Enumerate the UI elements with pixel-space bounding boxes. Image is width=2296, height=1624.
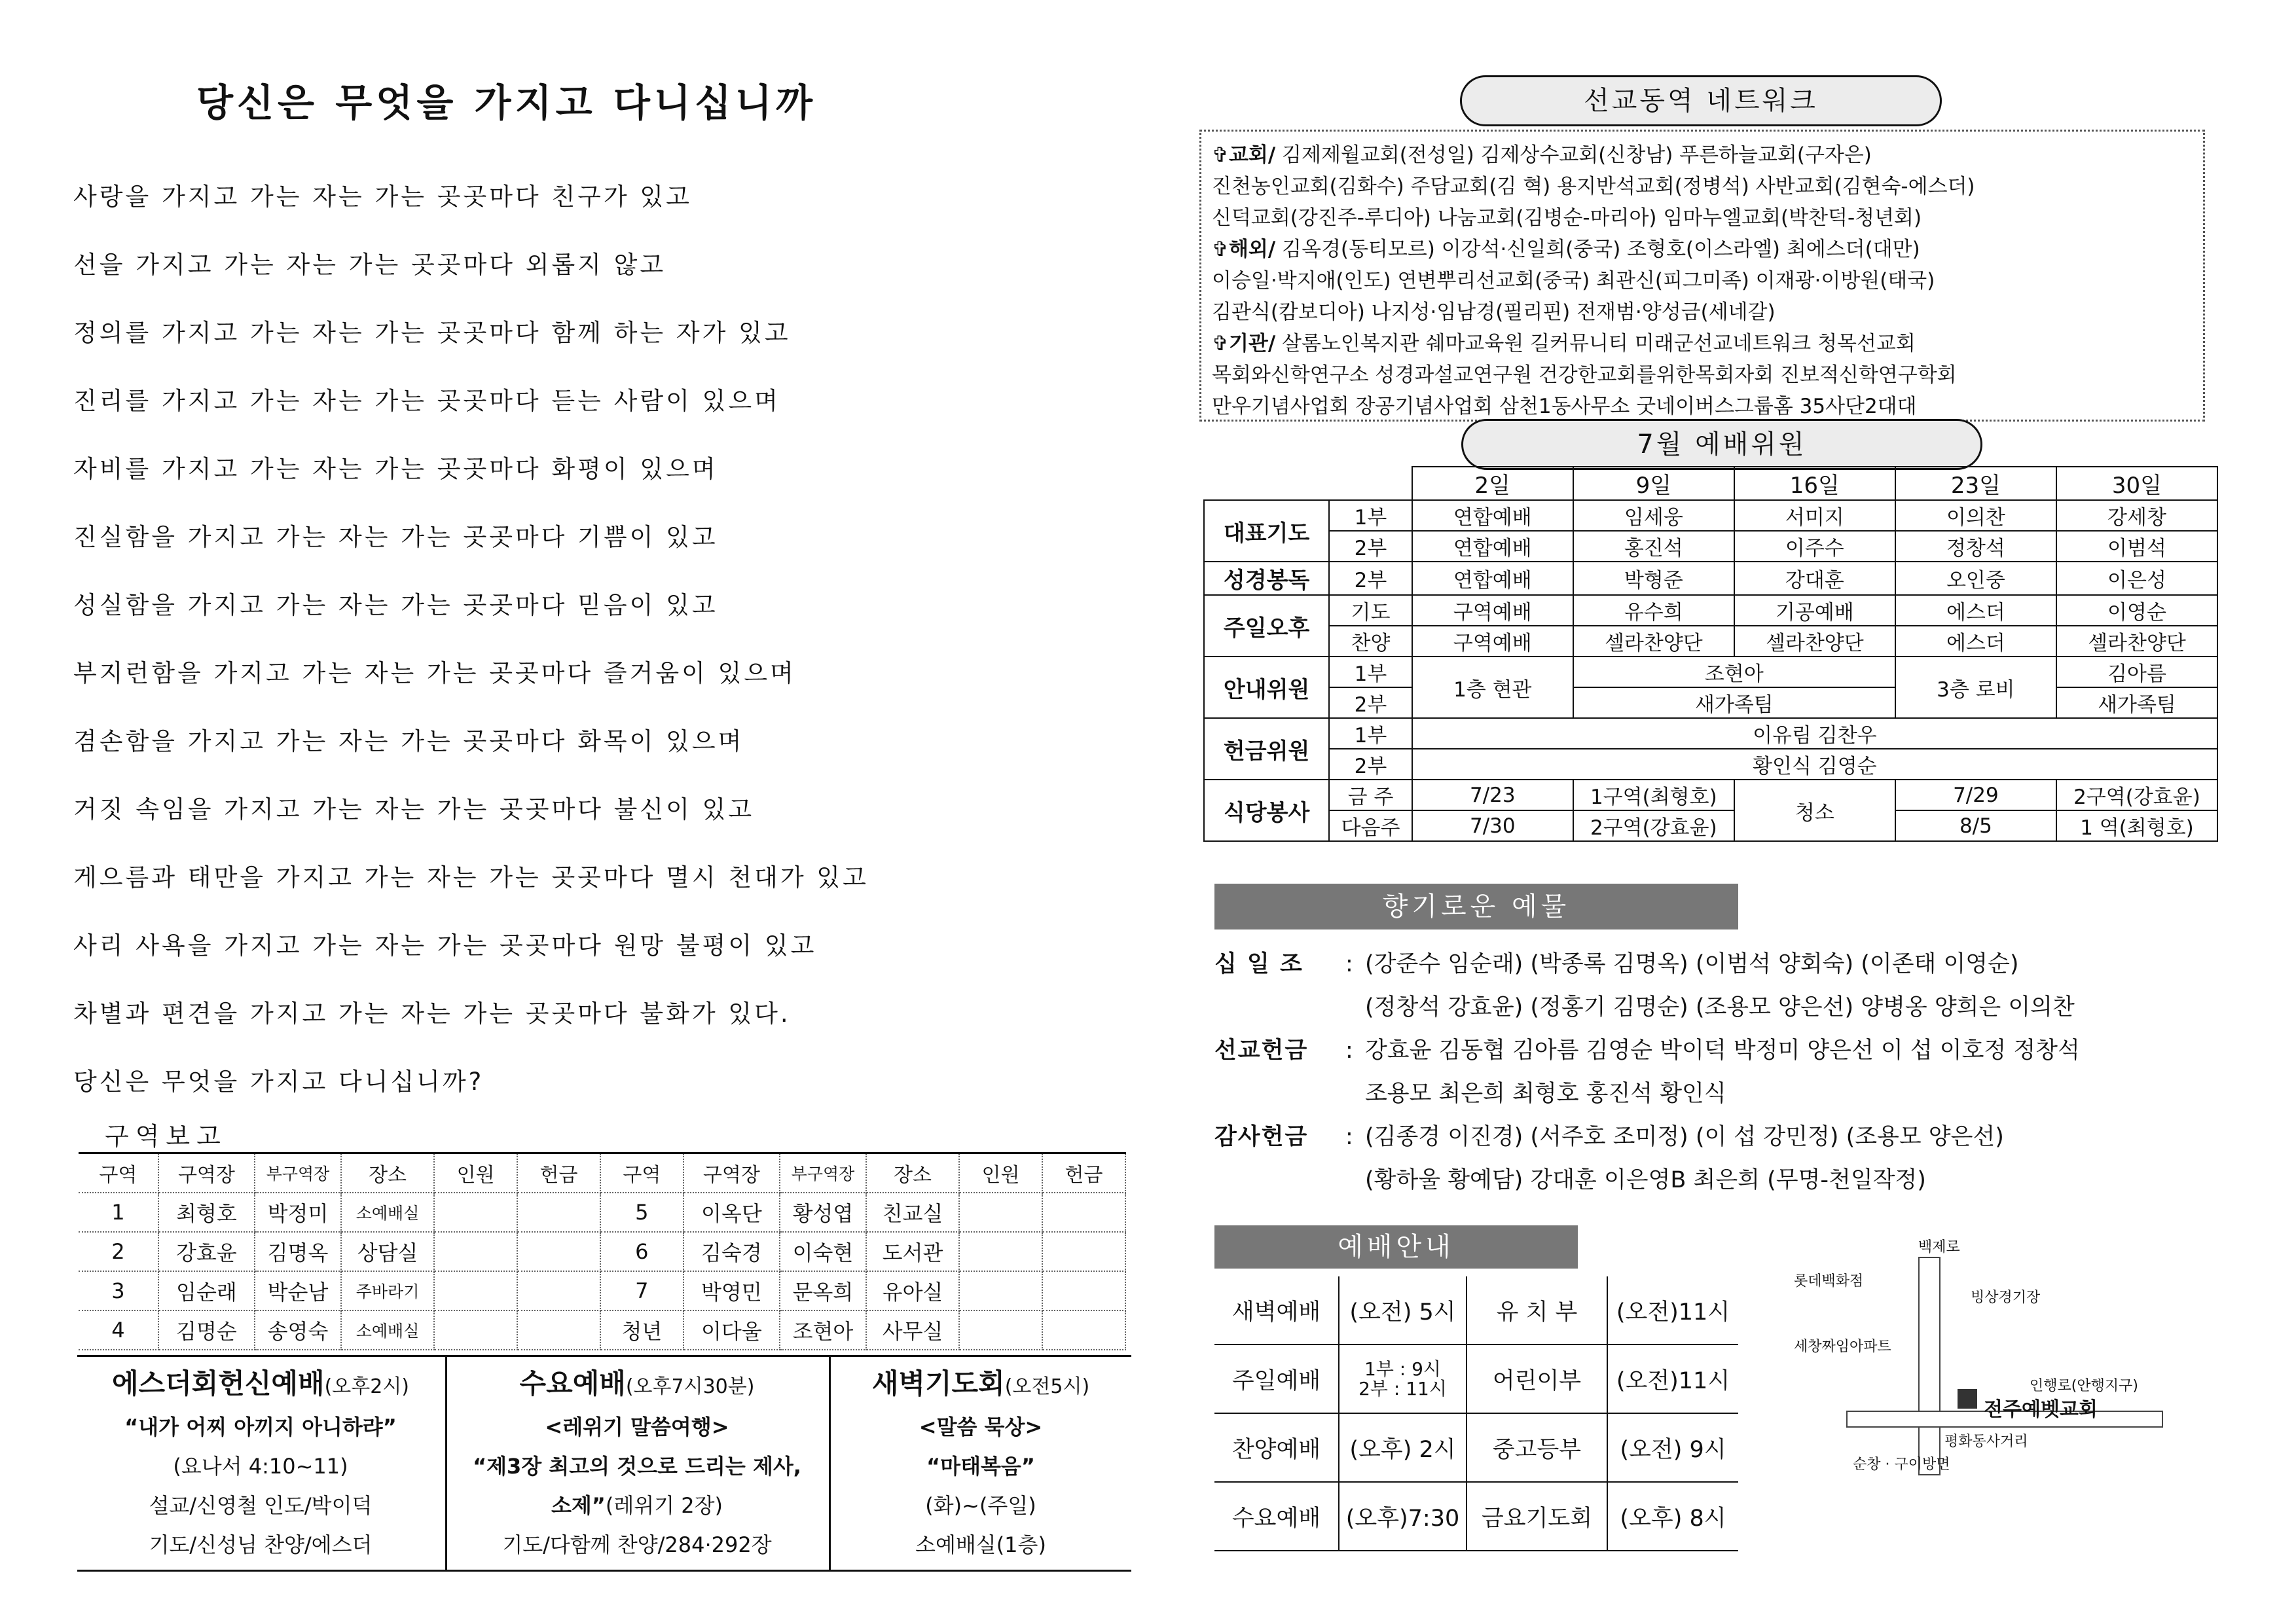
worship-guide-table [1214, 1276, 1738, 1551]
table-cell: 조현아 [780, 1310, 866, 1350]
table-cell: 2구역(강효윤) [2056, 780, 2217, 810]
table-row [79, 1232, 1125, 1271]
table-cell: 송영숙 [255, 1310, 341, 1350]
part-label: 2부 [1329, 749, 1412, 780]
mission-names: 강효윤 김동협 김아름 김영순 박이덕 박정미 양은선 이 섭 이호정 정창석 [1365, 1038, 2080, 1064]
thanks-label: 감사헌금 [1214, 1124, 1309, 1150]
wednesday-service-title: 수요예배 [519, 1367, 626, 1399]
poem-line: 차별과 편견을 가지고 가는 자는 가는 곳곳마다 불화가 있다. [73, 1000, 791, 1028]
table-cell: 7/30 [1412, 810, 1573, 841]
table-cell: 연합예배 [1412, 500, 1573, 531]
table-cell [959, 1271, 1042, 1310]
table-cell [1042, 1232, 1125, 1271]
poem-line: 성실함을 가지고 가는 자는 가는 곳곳마다 믿음이 있고 [73, 591, 718, 619]
row-category: 주일오후 [1204, 595, 1329, 657]
table-header: 헌금 [1042, 1153, 1125, 1193]
part-label: 다음주 [1329, 810, 1412, 841]
tithe-label: 십 일 조 [1214, 951, 1303, 977]
tithe-names: (강준수 임순래) (박종록 김명옥) (이범석 양회숙) (이존태 이영순) [1365, 951, 2019, 977]
table-cell [517, 1193, 600, 1232]
tithe-names: (정창석 강효윤) (정홍기 김명순) (조용모 양은선) 양병옹 양희은 이의찬 [1365, 994, 2075, 1020]
table-cell: 박영민 [683, 1271, 780, 1310]
table-cell: 박형준 [1573, 562, 1734, 595]
district-report-title: 구역보고 [105, 1122, 227, 1151]
table-cell: 3 [79, 1271, 158, 1310]
table-cell: 2 [79, 1232, 158, 1271]
service-name: 새벽예배 [1214, 1276, 1339, 1344]
service-name: 어린이부 [1467, 1344, 1607, 1413]
table-header: 구역 [600, 1153, 683, 1193]
table-header: 장소 [341, 1153, 434, 1193]
table-cell: 셀라찬양단 [1573, 626, 1734, 657]
esther-service-theme: “내가 어찌 아끼지 아니하랴” [124, 1415, 397, 1439]
network-text: 진천농인교회(김화수) 주담교회(김 혁) 용지반석교회(정병석) 사반교회(김현숙-에스더) [1212, 175, 1975, 198]
table-cell [517, 1271, 600, 1310]
date-header: 9일 [1573, 467, 1734, 500]
road-vertical [1918, 1257, 1941, 1475]
table-cell: 구역예배 [1412, 626, 1573, 657]
row-category: 헌금위원 [1204, 718, 1329, 780]
church-location-map [1768, 1231, 2226, 1506]
wednesday-service-theme: <레위기 말씀여행> [545, 1415, 729, 1439]
table-row [1204, 810, 2217, 841]
poem-line: 겸손함을 가지고 가는 자는 가는 곳곳마다 화목이 있으며 [73, 727, 744, 755]
table-cell [959, 1193, 1042, 1232]
table-cell: 새가족팀 [2056, 687, 2217, 718]
table-cell [959, 1310, 1042, 1350]
map-label-ice-rink: 빙상경기장 [1971, 1290, 2041, 1306]
service-time: 1부 : 9시 [1364, 1358, 1441, 1380]
part-label: 기도 [1329, 595, 1412, 626]
wednesday-service-sermon-ref: (레위기 2장) [605, 1493, 723, 1518]
worship-guide-title: 예배안내 [1214, 1225, 1578, 1269]
offering-row: 감사헌금 : (김종경 이진경) (서주호 조미정) (이 섭 강민정) (조용모 양은선) [1214, 1115, 2196, 1159]
table-cell: 2구역(강효윤) [1573, 810, 1734, 841]
table-cell: 김아름 [2056, 657, 2217, 687]
table-cell: 강대훈 [1734, 562, 1895, 595]
service-announcements [77, 1355, 1131, 1572]
network-text: 김옥경(동티모르) 이강석·신일희(중국) 조형호(이스라엘) 최에스더(대만) [1275, 238, 1920, 261]
service-time: (오전) 9시 [1607, 1413, 1738, 1482]
mission-names: 조용모 최은희 최형호 홍진석 황인식 [1365, 1081, 1726, 1107]
table-cell: 이숙현 [780, 1232, 866, 1271]
table-cell: 3층 로비 [1895, 657, 2056, 718]
table-cell: 청소 [1734, 780, 1895, 841]
table-row [1204, 657, 2217, 687]
table-cell: 1구역(최형호) [1573, 780, 1734, 810]
table-cell: 조현아 [1573, 657, 1895, 687]
table-cell: 황성엽 [780, 1193, 866, 1232]
table-cell: 연합예배 [1412, 531, 1573, 562]
table-cell: 유수희 [1573, 595, 1734, 626]
table-cell: 사무실 [866, 1310, 959, 1350]
poem-line: 사리 사욕을 가지고 가는 자는 가는 곳곳마다 원망 불평이 있고 [73, 931, 817, 960]
poem-line: 거짓 속임을 가지고 가는 자는 가는 곳곳마다 불신이 있고 [73, 795, 755, 823]
table-header: 구역 [79, 1153, 158, 1193]
part-label: 2부 [1329, 687, 1412, 718]
table-row [1214, 1276, 1738, 1344]
esther-service-box [77, 1357, 444, 1570]
poem-line: 당신은 무엇을 가지고 다니십니까? [73, 1068, 484, 1096]
table-cell: 이의찬 [1895, 500, 2056, 531]
network-text: 이승일·박지애(인도) 연변뿌리선교회(중국) 최관신(피그미족) 이재광·이방원(태국) [1212, 269, 1935, 293]
map-label-apartment: 세창짜임아파트 [1794, 1339, 1891, 1355]
wednesday-service-sermon: “제3장 최고의 것으로 드리는 제사, [473, 1454, 801, 1479]
service-time: (오전)11시 [1607, 1276, 1738, 1344]
table-header: 부구역장 [255, 1153, 341, 1193]
esther-service-preacher: 설교/신영철 인도/박이덕 [149, 1493, 373, 1518]
table-row [1214, 1413, 1738, 1482]
worship-committee-table [1203, 466, 2218, 842]
table-header: 장소 [866, 1153, 959, 1193]
table-row [1204, 780, 2217, 810]
network-line [1201, 359, 2203, 391]
poem-line: 사랑을 가지고 가는 자는 가는 곳곳마다 친구가 있고 [73, 183, 692, 211]
wednesday-service-sermon-end: 소제” [551, 1493, 606, 1518]
offerings-list [1214, 943, 2196, 1202]
part-label: 1부 [1329, 718, 1412, 749]
table-cell: 1층 현관 [1412, 657, 1573, 718]
table-cell: 친교실 [866, 1193, 959, 1232]
table-cell: 이영순 [2056, 595, 2217, 626]
table-cell: 4 [79, 1310, 158, 1350]
table-cell: 김숙경 [683, 1232, 780, 1271]
table-cell [1042, 1271, 1125, 1310]
esther-service-reference: (요나서 4:10~11) [173, 1454, 348, 1479]
service-time: 2부 : 11시 [1358, 1377, 1447, 1399]
service-time: (오전)11시 [1607, 1344, 1738, 1413]
table-cell: 이범석 [2056, 531, 2217, 562]
poem-line: 게으름과 태만을 가지고 가는 자는 가는 곳곳마다 멸시 천대가 있고 [73, 863, 869, 892]
table-row [1204, 595, 2217, 626]
table-cell: 소예배실 [341, 1310, 434, 1350]
date-header: 16일 [1734, 467, 1895, 500]
table-cell [434, 1193, 517, 1232]
table-cell: 이다울 [683, 1310, 780, 1350]
table-cell [517, 1232, 600, 1271]
service-time: (오후)7:30 [1339, 1482, 1467, 1551]
dawn-prayer-theme: <말씀 묵상> [919, 1415, 1043, 1439]
table-cell [434, 1232, 517, 1271]
offering-row: 십 일 조 : (강준수 임순래) (박종록 김명옥) (이범석 양회숙) (이존태 이영순) [1214, 943, 2196, 986]
part-label: 2부 [1329, 562, 1412, 595]
table-cell: 기공예배 [1734, 595, 1895, 626]
network-category-overseas: ✞해외/ [1212, 238, 1276, 261]
part-label: 찬양 [1329, 626, 1412, 657]
map-label-lotte: 롯데백화점 [1794, 1273, 1864, 1290]
table-header: 인원 [434, 1153, 517, 1193]
table-cell [1042, 1310, 1125, 1350]
offering-row: 선교헌금 : 강효윤 김동협 김아름 김영순 박이덕 박정미 양은선 이 섭 이호정 정창석 [1214, 1029, 2196, 1072]
table-cell [1042, 1193, 1125, 1232]
poem-line: 부지런함을 가지고 가는 자는 가는 곳곳마다 즐거움이 있으며 [73, 659, 796, 687]
committee-title: 7월 예배위원 [1461, 419, 1982, 470]
date-header: 23일 [1895, 467, 2056, 500]
table-cell: 임순래 [158, 1271, 255, 1310]
table-cell: 강세창 [2056, 500, 2217, 531]
network-line [1201, 391, 2203, 422]
map-label-bottom: 순창 · 구이방면 [1853, 1456, 1950, 1473]
network-category-church: ✞교회/ [1212, 143, 1276, 167]
service-name: 유 치 부 [1467, 1276, 1607, 1344]
table-cell: 7/23 [1412, 780, 1573, 810]
offering-row [1214, 1072, 2196, 1115]
network-line [1201, 297, 2203, 328]
table-row [1204, 562, 2217, 595]
map-label-crossing: 평화동사거리 [1944, 1434, 2028, 1450]
table-row [1204, 531, 2217, 562]
service-name: 주일예배 [1214, 1344, 1339, 1413]
table-row [79, 1310, 1125, 1350]
network-category-institution: ✞기관/ [1212, 332, 1276, 355]
table-cell: 이주수 [1734, 531, 1895, 562]
table-cell: 유아실 [866, 1271, 959, 1310]
dawn-prayer-book: “마태복음” [926, 1454, 1035, 1479]
poem-line: 진리를 가지고 가는 자는 가는 곳곳마다 듣는 사람이 있으며 [73, 387, 780, 415]
table-cell: 6 [600, 1232, 683, 1271]
wednesday-service-box [447, 1357, 827, 1570]
network-line [1201, 265, 2203, 297]
mission-label: 선교헌금 [1214, 1038, 1309, 1064]
table-cell: 임세웅 [1573, 500, 1734, 531]
service-name: 중고등부 [1467, 1413, 1607, 1482]
table-cell: 새가족팀 [1573, 687, 1895, 718]
table-row [1214, 1344, 1738, 1413]
table-row [1214, 1482, 1738, 1551]
table-cell: 문옥희 [780, 1271, 866, 1310]
dawn-prayer-box [830, 1357, 1131, 1570]
church-icon [1958, 1389, 1977, 1409]
table-cell: 이은성 [2056, 562, 2217, 595]
table-cell: 셀라찬양단 [2056, 626, 2217, 657]
table-cell: 7 [600, 1271, 683, 1310]
table-header: 구역장 [683, 1153, 780, 1193]
network-line [1201, 202, 2203, 234]
table-cell: 1 [79, 1193, 158, 1232]
network-text: 신덕교회(강진주-루디아) 나눔교회(김병순-마리아) 임마누엘교회(박찬덕-청년회) [1212, 206, 1922, 230]
row-category: 성경봉독 [1204, 562, 1329, 595]
table-cell: 홍진석 [1573, 531, 1734, 562]
offering-row [1214, 986, 2196, 1029]
table-cell: 주바라기 [341, 1271, 434, 1310]
map-label-road-right: 인행로(안행지구) [2030, 1378, 2138, 1394]
table-header: 부구역장 [780, 1153, 866, 1193]
wednesday-service-prayer: 기도/다함께 찬양/284·292장 [502, 1532, 772, 1557]
poem-line: 선을 가지고 가는 자는 가는 곳곳마다 외롭지 않고 [73, 251, 666, 279]
table-row [79, 1271, 1125, 1310]
table-cell: 소예배실 [341, 1193, 434, 1232]
table-cell: 이옥단 [683, 1193, 780, 1232]
table-cell: 정창석 [1895, 531, 2056, 562]
service-time: (오후) 2시 [1339, 1413, 1467, 1482]
table-cell: 김명옥 [255, 1232, 341, 1271]
table-cell: 에스더 [1895, 626, 2056, 657]
table-cell [434, 1310, 517, 1350]
table-header-row [1204, 467, 2217, 500]
table-cell: 구역예배 [1412, 595, 1573, 626]
table-cell: 오인중 [1895, 562, 2056, 595]
dawn-prayer-time: (오전5시) [1004, 1375, 1090, 1398]
table-header-row [79, 1153, 1125, 1193]
network-text: 만우기념사업회 장공기념사업회 삼천1동사무소 굿네이버스그룹홈 35사단2대대 [1212, 395, 1917, 418]
wednesday-service-time: (오후7시30분) [625, 1375, 755, 1398]
table-cell: 김명순 [158, 1310, 255, 1350]
table-cell [517, 1310, 600, 1350]
table-cell: 박정미 [255, 1193, 341, 1232]
table-row [1204, 687, 2217, 718]
table-cell: 박순남 [255, 1271, 341, 1310]
network-line [1201, 139, 2203, 171]
row-category: 식당봉사 [1204, 780, 1329, 841]
table-row [1204, 749, 2217, 780]
row-category: 안내위원 [1204, 657, 1329, 718]
table-cell: 1 역(최형호) [2056, 810, 2217, 841]
table-header: 구역장 [158, 1153, 255, 1193]
network-box [1199, 130, 2205, 422]
part-label: 1부 [1329, 500, 1412, 531]
district-report-table [79, 1152, 1126, 1350]
poem-line: 진실함을 가지고 가는 자는 가는 곳곳마다 기쁨이 있고 [73, 523, 718, 551]
service-time: (오전) 5시 [1339, 1276, 1467, 1344]
service-name: 찬양예배 [1214, 1413, 1339, 1482]
table-cell: 서미지 [1734, 500, 1895, 531]
part-label: 2부 [1329, 531, 1412, 562]
table-header: 인원 [959, 1153, 1042, 1193]
table-cell: 최형호 [158, 1193, 255, 1232]
date-header: 2일 [1412, 467, 1573, 500]
service-name: 금요기도회 [1467, 1482, 1607, 1551]
esther-service-time: (오후2시) [324, 1375, 409, 1398]
poem-line: 자비를 가지고 가는 자는 가는 곳곳마다 화평이 있으며 [73, 455, 718, 483]
table-cell: 연합예배 [1412, 562, 1573, 595]
table-header: 헌금 [517, 1153, 600, 1193]
esther-service-title: 에스더회헌신예배 [111, 1367, 325, 1399]
part-label: 금 주 [1329, 780, 1412, 810]
network-title: 선교동역 네트워크 [1460, 75, 1942, 126]
table-cell: 셀라찬양단 [1734, 626, 1895, 657]
service-name: 수요예배 [1214, 1482, 1339, 1551]
table-cell: 강효윤 [158, 1232, 255, 1271]
table-cell [434, 1271, 517, 1310]
offering-row [1214, 1159, 2196, 1202]
row-category: 대표기도 [1204, 500, 1329, 562]
network-text: 살롬노인복지관 쉐마교육원 길커뮤니티 미래군선교네트워크 청목선교회 [1275, 332, 1916, 355]
thanks-names: (김종경 이진경) (서주호 조미정) (이 섭 강민정) (조용모 양은선) [1365, 1124, 2004, 1150]
poem-body [73, 177, 1121, 1130]
map-label-top-road: 백제로 [1918, 1239, 1960, 1255]
table-row [1204, 626, 2217, 657]
network-line [1201, 171, 2203, 202]
offerings-title: 향기로운 예물 [1214, 884, 1738, 929]
service-time: (오후) 8시 [1607, 1482, 1738, 1551]
table-row [79, 1193, 1125, 1232]
table-cell: 도서관 [866, 1232, 959, 1271]
network-text: 목회와신학연구소 성경과설교연구원 건강한교회를위한목회자회 진보적신학연구학회 [1212, 363, 1957, 387]
table-cell [959, 1232, 1042, 1271]
part-label: 1부 [1329, 657, 1412, 687]
network-line [1201, 328, 2203, 359]
dawn-prayer-days: (화)~(주일) [925, 1493, 1036, 1518]
poem-line: 정의를 가지고 가는 자는 가는 곳곳마다 함께 하는 자가 있고 [73, 319, 791, 347]
table-cell: 이유림 김찬우 [1412, 718, 2217, 749]
esther-service-prayer: 기도/신성님 찬양/에스더 [149, 1532, 373, 1557]
table-cell: 5 [600, 1193, 683, 1232]
dawn-prayer-title: 새벽기도회 [871, 1367, 1005, 1399]
table-row [1204, 718, 2217, 749]
table-cell: 황인식 김영순 [1412, 749, 2217, 780]
network-text: 김관식(캄보디아) 나지성·임남경(필리핀) 전재범·양성금(세네갈) [1212, 300, 1776, 324]
table-cell: 7/29 [1895, 780, 2056, 810]
church-name: 전주예벳교회 [1984, 1398, 2098, 1421]
date-header: 30일 [2056, 467, 2217, 500]
network-text: 김제제월교회(전성일) 김제상수교회(신창남) 푸른하늘교회(구자은) [1275, 143, 1872, 167]
table-cell: 에스더 [1895, 595, 2056, 626]
network-line [1201, 234, 2203, 265]
table-cell: 청년 [600, 1310, 683, 1350]
dawn-prayer-place: 소예배실(1층) [915, 1532, 1046, 1557]
table-cell: 상담실 [341, 1232, 434, 1271]
table-row [1204, 500, 2217, 531]
poem-title: 당신은 무엇을 가지고 다니십니까 [196, 81, 816, 125]
thanks-names: (황하울 황예담) 강대훈 이은영B 최은희 (무명-천일작정) [1365, 1167, 1926, 1193]
table-cell: 8/5 [1895, 810, 2056, 841]
